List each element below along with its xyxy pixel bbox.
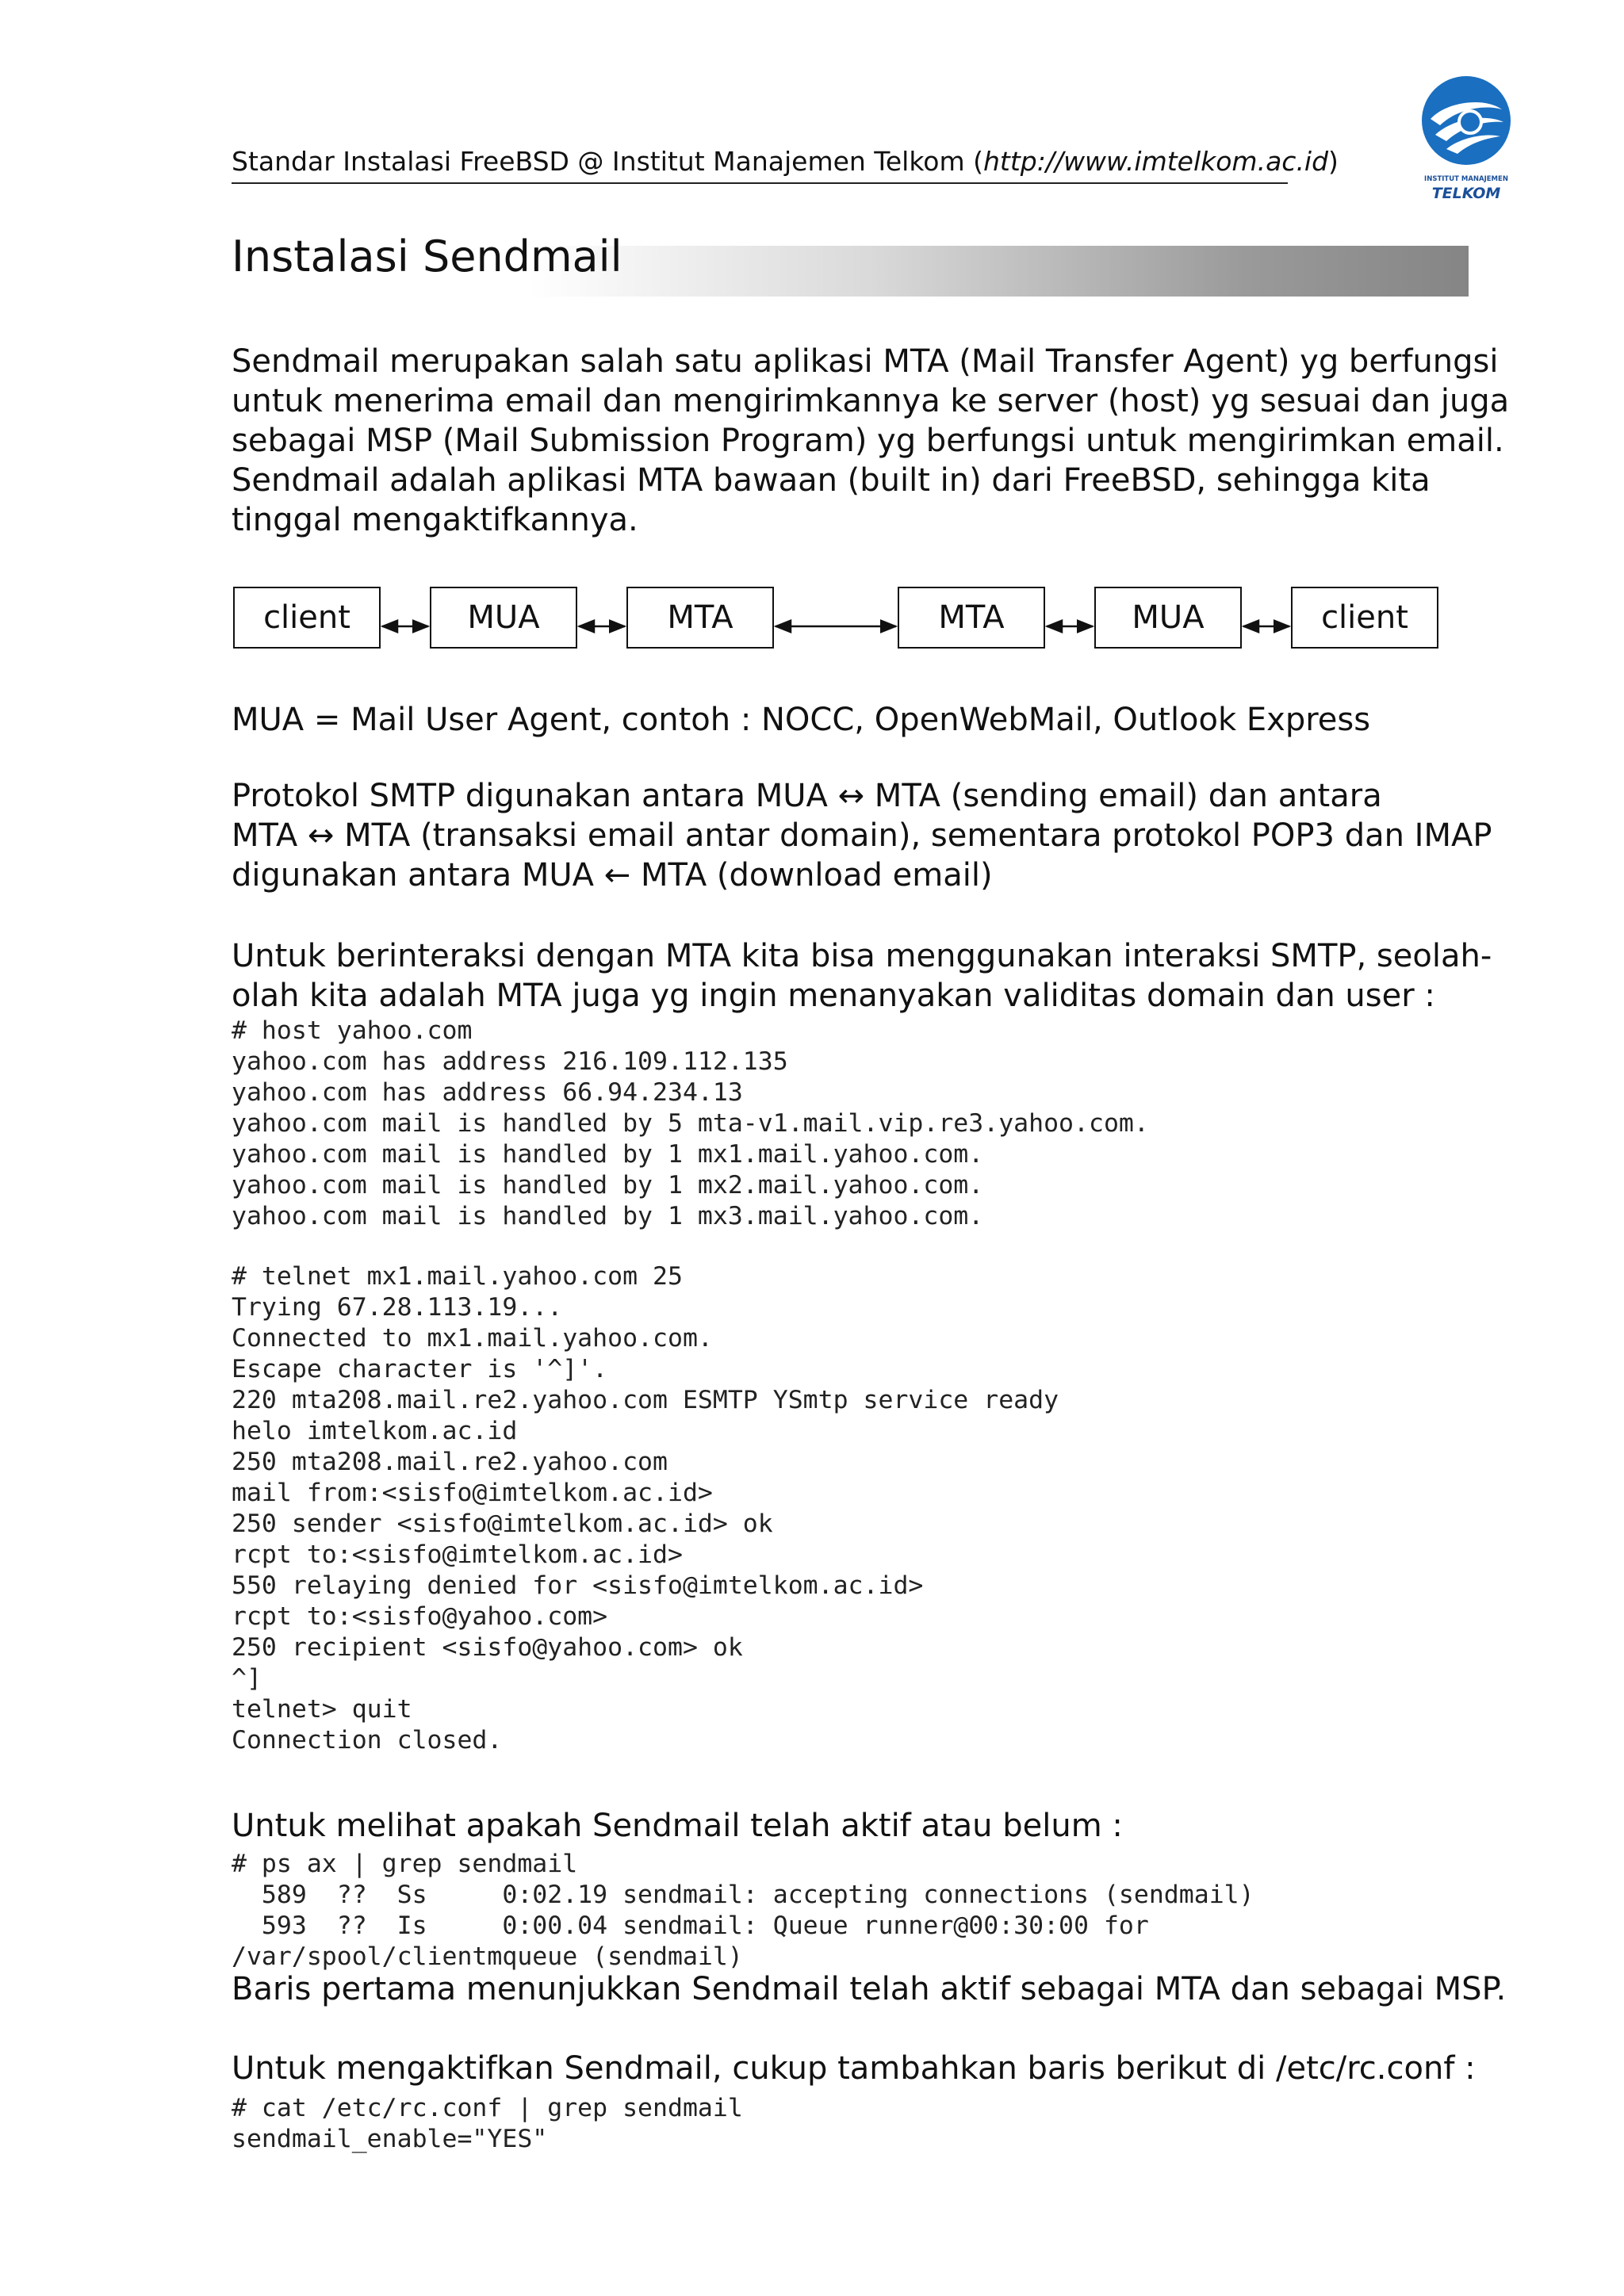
- logo-core: [1459, 111, 1481, 133]
- diagram-box-client-left: client: [233, 587, 381, 649]
- protocol-line: Protokol SMTP digunakan antara MUA ↔ MTA (sending email) dan antara: [232, 778, 1382, 814]
- check-heading: [232, 1806, 1453, 1846]
- page-title: Instalasi Sendmail: [232, 232, 622, 281]
- header-rule: [232, 182, 1288, 184]
- diagram-box-mta-right: MTA: [898, 587, 1045, 649]
- code-telnet-session: # telnet mx1.mail.yahoo.com 25 Trying 67.28.113.19... Connected to mx1.mail.yahoo.com. Escape character is '^]'. 220 mta208.mail.re2.yahoo.com ESMTP YSmtp service ready helo imtelkom.ac.id 250 mta208.mail.re2.yahoo.com mail from:<sisfo@imtelkom.ac.id> 250 sender <sisfo@imtelkom.ac.id> ok rcpt to:<sisfo@imtelkom.ac.id> 550 relaying denied for <sisfo@imtelkom.ac.id> rcpt to:<sisfo@yahoo.com> 250 recipient <sisfo@yahoo.com> ok ^] telnet> quit Connection closed.: [232, 1262, 1059, 1755]
- diagram-box-mua-right: MUA: [1094, 587, 1242, 649]
- protocol-line: digunakan antara MUA ← MTA (download email): [232, 857, 993, 894]
- header-url[interactable]: http://www.imtelkom.ac.id: [982, 146, 1329, 177]
- header-close: ): [1328, 146, 1339, 177]
- interaction-paragraph: [232, 936, 1492, 1016]
- intro-line: Sendmail adalah aplikasi MTA bawaan (built in) dari FreeBSD, sehingga kita: [232, 462, 1431, 499]
- protocol-line: MTA ↔ MTA (transaksi email antar domain), sementara protokol POP3 dan IMAP: [232, 817, 1492, 854]
- code-ps-output: # ps ax | grep sendmail 589 ?? Ss 0:02.19 sendmail: accepting connections (sendmail) 593 ?? Is 0:00.04 sendmail: Queue runner@00:30:00 for /var/spool/clientmqueue (sendmail): [232, 1850, 1254, 1971]
- intro-line: untuk menerima email dan mengirimkannya ke server (host) yg sesuai dan juga: [232, 383, 1510, 419]
- mua-definition-line: MUA = Mail User Agent, contoh : NOCC, OpenWebMail, Outlook Express: [232, 702, 1371, 738]
- logo-line1: INSTITUT MANAJEMEN: [1424, 175, 1508, 183]
- intro-line: Sendmail merupakan salah satu aplikasi MTA (Mail Transfer Agent) yg berfungsi: [232, 343, 1499, 380]
- interaction-line: olah kita adalah MTA juga yg ingin menanyakan validitas domain dan user :: [232, 978, 1435, 1014]
- running-header: [232, 146, 1339, 177]
- header-text: Standar Instalasi FreeBSD @ Institut Manajemen Telkom (: [232, 146, 983, 177]
- intro-line: tinggal mengaktifkannya.: [232, 502, 638, 538]
- mua-definition: [232, 700, 1453, 740]
- enable-heading-line: Untuk mengaktifkan Sendmail, cukup tambahkan baris berikut di /etc/rc.conf :: [232, 2050, 1476, 2087]
- protocol-paragraph: [232, 776, 1492, 895]
- diagram-box-mua-left: MUA: [430, 587, 577, 649]
- logo-line2: TELKOM: [1431, 185, 1501, 202]
- check-heading-line: Untuk melihat apakah Sendmail telah aktif atau belum :: [232, 1808, 1123, 1844]
- intro-line: sebagai MSP (Mail Submission Program) yg berfungsi untuk mengirimkan email.: [232, 423, 1504, 459]
- diagram-box-client-right: client: [1291, 587, 1438, 649]
- first-line-note: [232, 1969, 1507, 2009]
- enable-heading: [232, 2049, 1476, 2088]
- first-line-note-line: Baris pertama menunjukkan Sendmail telah aktif sebagai MTA dan sebagai MSP.: [232, 1971, 1507, 2007]
- code-host-lookup: # host yahoo.com yahoo.com has address 216.109.112.135 yahoo.com has address 66.94.234.13 yahoo.com mail is handled by 5 mta-v1.mail.vip.re3.yahoo.com. yahoo.com mail is handled by 1 mx1.mail.yahoo.com. yahoo.com mail is handled by 1 mx2.mail.yahoo.com. yahoo.com mail is handled by 1 mx3.mail.yahoo.com.: [232, 1016, 1149, 1230]
- diagram-box-mta-left: MTA: [626, 587, 774, 649]
- intro-paragraph: [232, 342, 1510, 540]
- imtelkom-logo: [1415, 73, 1518, 208]
- interaction-line: Untuk berinteraksi dengan MTA kita bisa menggunakan interaksi SMTP, seolah-: [232, 938, 1492, 974]
- code-rc-conf: # cat /etc/rc.conf | grep sendmail sendmail_enable="YES": [232, 2094, 743, 2153]
